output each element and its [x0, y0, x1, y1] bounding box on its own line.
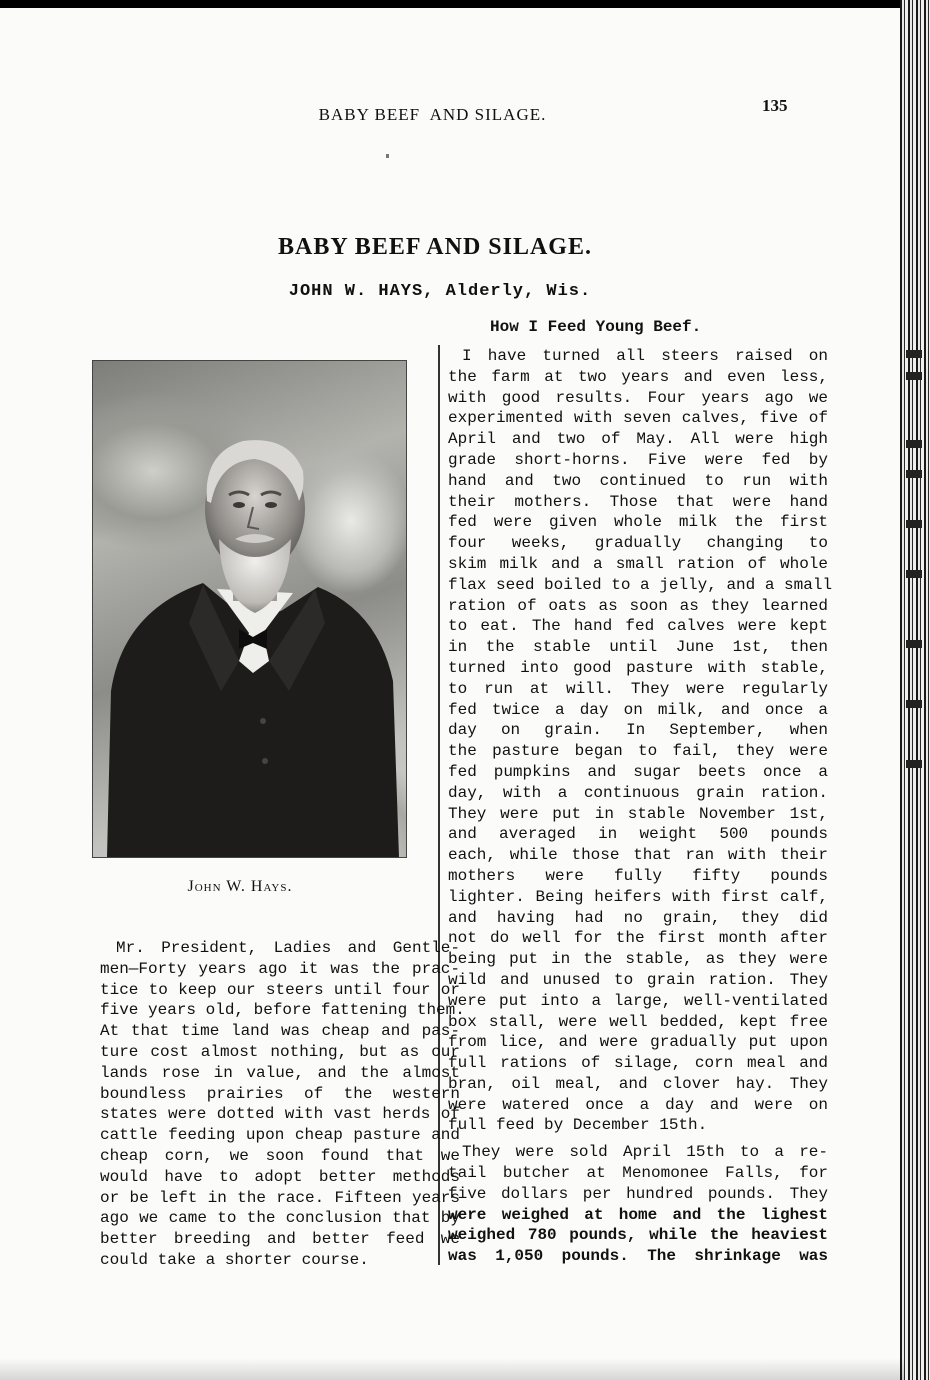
text-line: day, with a continuous grain ration.: [448, 783, 828, 802]
text-line: lighter. Being heifers with first calf,: [448, 887, 828, 906]
text-line: cheap corn, we soon found that we: [100, 1146, 460, 1165]
text-line: were watered once a day and were on: [448, 1095, 828, 1114]
text-line: ture cost almost nothing, but as our: [100, 1042, 460, 1061]
text-line: in the stable until June 1st, then: [448, 638, 828, 657]
article-title: BABY BEEF AND SILAGE.: [278, 234, 592, 260]
text-line: fed twice a day on milk, and once a: [448, 700, 828, 719]
author-portrait-photo: [92, 360, 407, 858]
text-line: boundless prairies of the western: [100, 1084, 460, 1103]
text-line: five years old, before fattening them.: [100, 1001, 465, 1020]
text-line: cattle feeding upon cheap pasture and: [100, 1126, 460, 1145]
text-line: ago we came to the conclusion that by: [100, 1209, 460, 1228]
text-line: and having had no grain, they did: [448, 908, 828, 927]
text-line: states were dotted with vast herds of: [100, 1105, 460, 1124]
text-line: or be left in the race. Fifteen years: [100, 1188, 460, 1207]
text-line: to run at will. They were regularly: [448, 679, 828, 698]
text-line: the farm at two years and even less,: [448, 367, 828, 386]
right-column-text: [448, 346, 833, 1267]
text-line: They were sold April 15th to a re-: [462, 1143, 828, 1162]
text-line: Mr. President, Ladies and Gentle-: [116, 939, 460, 957]
text-line: ration of oats as soon as they learned: [448, 596, 828, 615]
text-line: grade short-horns. Five were fed by: [448, 450, 828, 469]
text-line: tail butcher at Menomonee Falls, for: [448, 1164, 828, 1183]
text-line: was 1,050 pounds. The shrinkage was: [448, 1247, 828, 1266]
text-line: skim milk and a small ration of whole: [448, 554, 828, 573]
text-line: to eat. The hand fed calves were kept: [448, 617, 828, 636]
text-line: each, while those that ran with their: [448, 846, 828, 865]
text-line: April and two of May. All were high: [448, 430, 828, 449]
photo-caption: John W. Hays.: [187, 878, 293, 895]
text-line: full feed by December 15th.: [448, 1116, 708, 1135]
left-column-text: [100, 938, 465, 1271]
text-line: better breeding and better feed we: [100, 1230, 460, 1249]
text-line: full rations of silage, corn meal and: [448, 1054, 828, 1073]
text-line: day on grain. In September, when: [448, 721, 828, 740]
text-line: wild and unused to grain ration. They: [448, 970, 828, 989]
book-page-edges: [900, 0, 930, 1380]
running-head: BABY BEEF AND SILAGE.: [318, 105, 547, 124]
text-line: I have turned all steers raised on: [462, 347, 828, 365]
text-line: mothers were fully fifty pounds: [448, 866, 828, 885]
text-line: the pasture began to fail, they were: [448, 742, 828, 761]
text-line: experimented with seven calves, five of: [448, 409, 828, 428]
text-line: tice to keep our steers until four or: [100, 980, 460, 999]
header-mark: [386, 154, 389, 158]
text-line: bran, oil meal, and clover hay. They: [448, 1074, 828, 1093]
text-line: weighed 780 pounds, while the heaviest: [448, 1226, 828, 1245]
text-line: At that time land was cheap and pas-: [100, 1022, 460, 1041]
text-line: were put into a large, well-ventilated: [448, 991, 828, 1010]
page-bottom-shadow: [0, 1358, 905, 1380]
text-line: men—Forty years ago it was the prac-: [100, 959, 460, 978]
text-line: fed were given whole milk the first: [448, 513, 828, 532]
text-line: their mothers. Those that were hand: [448, 492, 828, 511]
text-line: fed pumpkins and sugar beets once a: [448, 762, 828, 781]
text-line: box stall, were well bedded, kept free: [448, 1012, 828, 1031]
text-line: hand and two continued to run with: [448, 471, 828, 490]
text-line: with good results. Four years ago we: [448, 388, 828, 407]
text-line: being put in the stable, as they were: [448, 950, 828, 969]
text-line: five dollars per hundred pounds. They: [448, 1184, 828, 1203]
text-line: would have to adopt better methods: [100, 1167, 460, 1186]
section-heading: How I Feed Young Beef.: [490, 318, 702, 336]
text-line: lands rose in value, and the almost: [100, 1063, 460, 1082]
text-line: and averaged in weight 500 pounds: [448, 825, 828, 844]
text-line: flax seed boiled to a jelly, and a small: [448, 575, 833, 594]
text-line: They were put in stable November 1st,: [448, 804, 828, 823]
page-number: 135: [762, 96, 788, 115]
text-line: could take a shorter course.: [100, 1250, 369, 1269]
text-line: turned into good pasture with stable,: [448, 658, 828, 677]
text-line: four weeks, gradually changing to: [448, 534, 828, 553]
text-line: were weighed at home and the lighest: [448, 1205, 828, 1224]
text-line: not do well for the first month after: [448, 929, 828, 948]
text-line: from lice, and were gradually put upon: [448, 1033, 828, 1052]
article-author: JOHN W. HAYS, Alderly, Wis.: [288, 282, 592, 301]
